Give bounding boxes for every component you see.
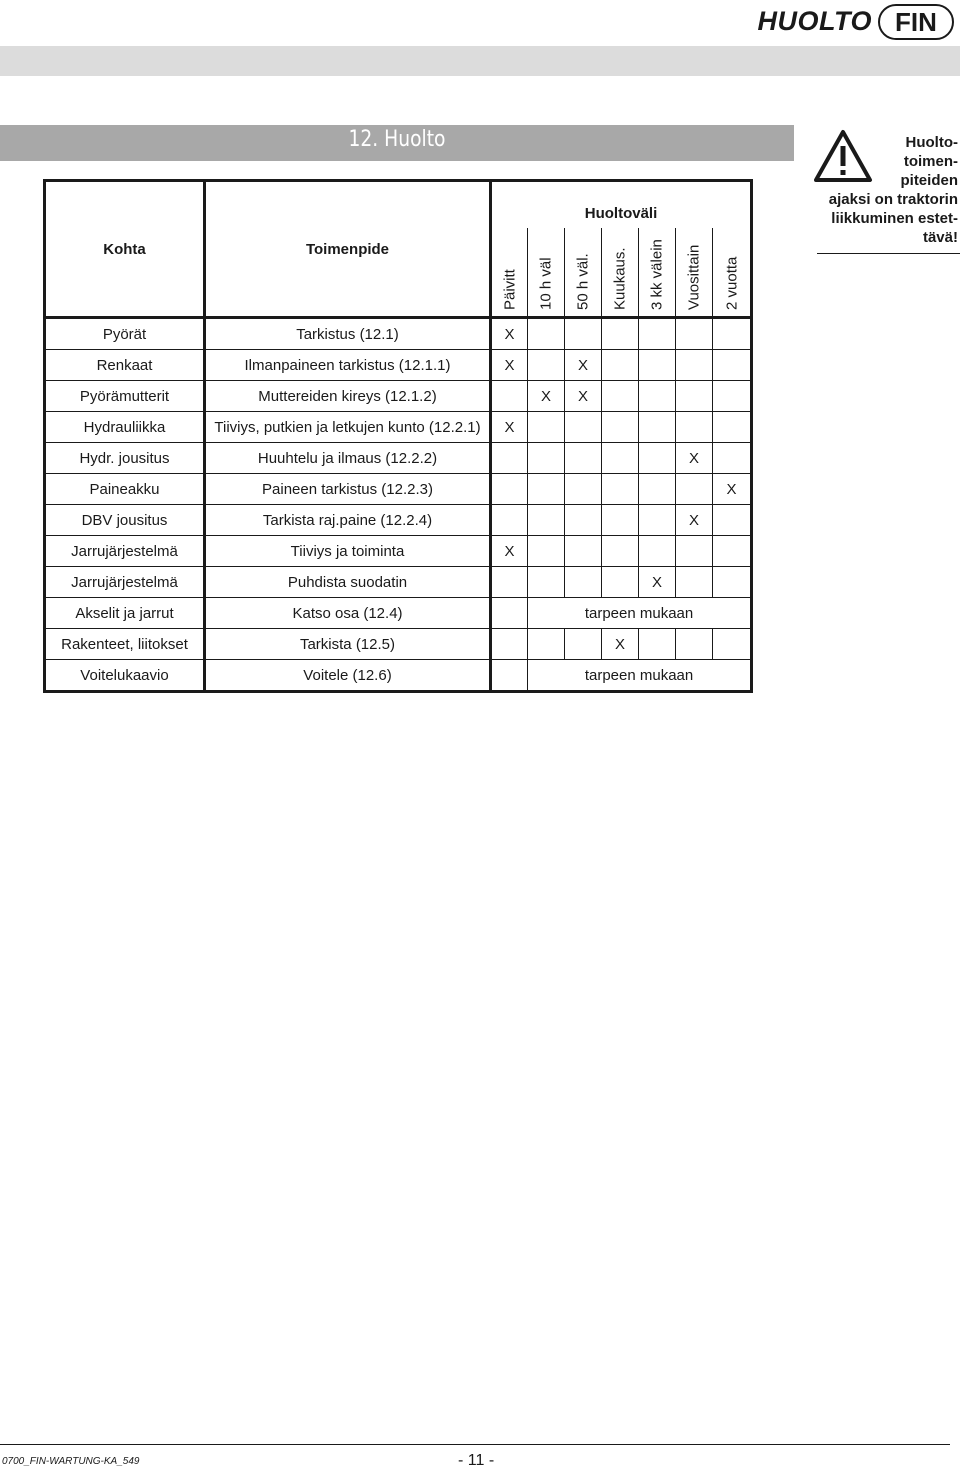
row-toimenpide: Puhdista suodatin (205, 567, 491, 598)
row-mark (565, 443, 602, 474)
row-kohta: Rakenteet, liitokset (45, 629, 205, 660)
interval-label: Päivitt (501, 269, 518, 310)
row-mark (528, 318, 565, 350)
page-number: - 11 - (458, 1452, 495, 1469)
row-mark (528, 536, 565, 567)
maintenance-schedule-table (43, 179, 753, 693)
row-mark (713, 443, 752, 474)
row-mark: X (602, 629, 639, 660)
row-mark: X (676, 443, 713, 474)
row-mark: X (565, 381, 602, 412)
row-mark (713, 567, 752, 598)
row-mark (491, 505, 528, 536)
row-mark (676, 350, 713, 381)
row-toimenpide: Voitele (12.6) (205, 660, 491, 692)
row-mark (713, 381, 752, 412)
row-kohta: Akselit ja jarrut (45, 598, 205, 629)
row-mark (565, 318, 602, 350)
row-mark: X (528, 381, 565, 412)
row-toimenpide: Muttereiden kireys (12.1.2) (205, 381, 491, 412)
row-mark: X (491, 536, 528, 567)
language-badge: FIN (878, 4, 954, 40)
table-row (45, 598, 752, 629)
row-toimenpide: Tiiviys ja toiminta (205, 536, 491, 567)
col-header-interval-0 (491, 228, 528, 318)
row-mark (639, 536, 676, 567)
row-mark (639, 412, 676, 443)
row-mark (602, 318, 639, 350)
row-mark: X (491, 318, 528, 350)
row-mark (676, 318, 713, 350)
header-title: HUOLTO (757, 6, 872, 36)
row-kohta: Jarrujärjestelmä (45, 536, 205, 567)
row-mark (491, 567, 528, 598)
row-mark (491, 629, 528, 660)
row-mark (713, 536, 752, 567)
row-kohta: Jarrujärjestelmä (45, 567, 205, 598)
table-row (45, 536, 752, 567)
row-mark (602, 350, 639, 381)
footer-divider (0, 1444, 950, 1445)
row-mark (565, 629, 602, 660)
col-header-interval-3 (602, 228, 639, 318)
row-mark (528, 350, 565, 381)
row-mark (491, 660, 528, 692)
row-mark (528, 474, 565, 505)
table-row (45, 318, 752, 350)
schedule-body (45, 318, 752, 692)
col-header-interval-1 (528, 228, 565, 318)
col-header-interval-4 (639, 228, 676, 318)
row-mark (713, 505, 752, 536)
row-kohta: Hydr. jousitus (45, 443, 205, 474)
col-header-interval-6 (713, 228, 752, 318)
row-mark (713, 412, 752, 443)
col-header-interval: Huoltoväli (491, 181, 752, 229)
row-mark: X (491, 350, 528, 381)
row-mark (676, 629, 713, 660)
row-mark (639, 381, 676, 412)
row-as-needed: tarpeen mukaan (528, 598, 752, 629)
row-mark (602, 505, 639, 536)
row-mark: X (676, 505, 713, 536)
row-mark (528, 443, 565, 474)
row-mark (602, 412, 639, 443)
row-kohta: DBV jousitus (45, 505, 205, 536)
row-toimenpide: Paineen tarkistus (12.2.3) (205, 474, 491, 505)
row-mark (713, 318, 752, 350)
row-mark: X (639, 567, 676, 598)
col-header-toimenpide: Toimenpide (205, 181, 491, 318)
row-mark (602, 381, 639, 412)
row-mark (639, 474, 676, 505)
row-mark (528, 412, 565, 443)
row-toimenpide: Tiiviys, putkien ja letkujen kunto (12.2.1) (205, 412, 491, 443)
row-toimenpide: Huuhtelu ja ilmaus (12.2.2) (205, 443, 491, 474)
row-mark: X (565, 350, 602, 381)
row-mark (491, 381, 528, 412)
table-row (45, 443, 752, 474)
row-mark (676, 381, 713, 412)
row-as-needed: tarpeen mukaan (528, 660, 752, 692)
interval-label: 50 h väl. (574, 253, 592, 310)
row-mark (602, 536, 639, 567)
row-kohta: Hydrauliikka (45, 412, 205, 443)
warning-divider (817, 253, 960, 254)
row-mark (491, 598, 528, 629)
warning-text: Huolto- toimen- piteiden ajaksi on traktorin liikkuminen estet- tävä! (828, 134, 958, 246)
interval-label: Kuukaus. (611, 247, 629, 310)
row-mark (565, 474, 602, 505)
interval-label: 10 h väl (537, 257, 555, 310)
row-mark (639, 443, 676, 474)
row-mark (528, 505, 565, 536)
page-header (0, 0, 960, 78)
table-row (45, 350, 752, 381)
interval-label: 3 kk välein (648, 239, 666, 310)
table-row (45, 660, 752, 692)
row-mark (713, 350, 752, 381)
table-row (45, 629, 752, 660)
row-toimenpide: Tarkista raj.paine (12.2.4) (205, 505, 491, 536)
col-header-kohta: Kohta (45, 181, 205, 318)
row-mark (713, 629, 752, 660)
row-mark (639, 318, 676, 350)
header-band (0, 46, 960, 76)
row-mark (491, 443, 528, 474)
table-row (45, 474, 752, 505)
row-kohta: Pyörämutterit (45, 381, 205, 412)
document-code: 0700_FIN-WARTUNG-KA_549 (2, 1456, 140, 1467)
row-mark (676, 536, 713, 567)
row-mark (565, 505, 602, 536)
row-kohta: Pyörät (45, 318, 205, 350)
row-mark (602, 474, 639, 505)
row-mark (676, 567, 713, 598)
row-mark (676, 412, 713, 443)
row-mark: X (491, 412, 528, 443)
row-toimenpide: Tarkista (12.5) (205, 629, 491, 660)
row-mark (639, 350, 676, 381)
table-row (45, 505, 752, 536)
row-toimenpide: Tarkistus (12.1) (205, 318, 491, 350)
row-mark (639, 629, 676, 660)
row-mark (565, 567, 602, 598)
section-title: 12. Huolto (348, 127, 446, 152)
col-header-interval-5 (676, 228, 713, 318)
row-mark (528, 629, 565, 660)
row-mark (676, 474, 713, 505)
row-mark (639, 505, 676, 536)
row-kohta: Renkaat (45, 350, 205, 381)
row-mark: X (713, 474, 752, 505)
interval-label: Vuosittain (685, 244, 703, 310)
row-mark (565, 412, 602, 443)
row-toimenpide: Katso osa (12.4) (205, 598, 491, 629)
table-row (45, 381, 752, 412)
col-header-interval-2 (565, 228, 602, 318)
table-row (45, 412, 752, 443)
section-title-bar (0, 125, 794, 161)
row-mark (602, 567, 639, 598)
row-mark (565, 536, 602, 567)
interval-label: 2 vuotta (723, 256, 741, 310)
row-mark (602, 443, 639, 474)
row-kohta: Paineakku (45, 474, 205, 505)
row-kohta: Voitelukaavio (45, 660, 205, 692)
table-row (45, 567, 752, 598)
row-mark (491, 474, 528, 505)
row-mark (528, 567, 565, 598)
row-toimenpide: Ilmanpaineen tarkistus (12.1.1) (205, 350, 491, 381)
warning-note (805, 125, 960, 255)
